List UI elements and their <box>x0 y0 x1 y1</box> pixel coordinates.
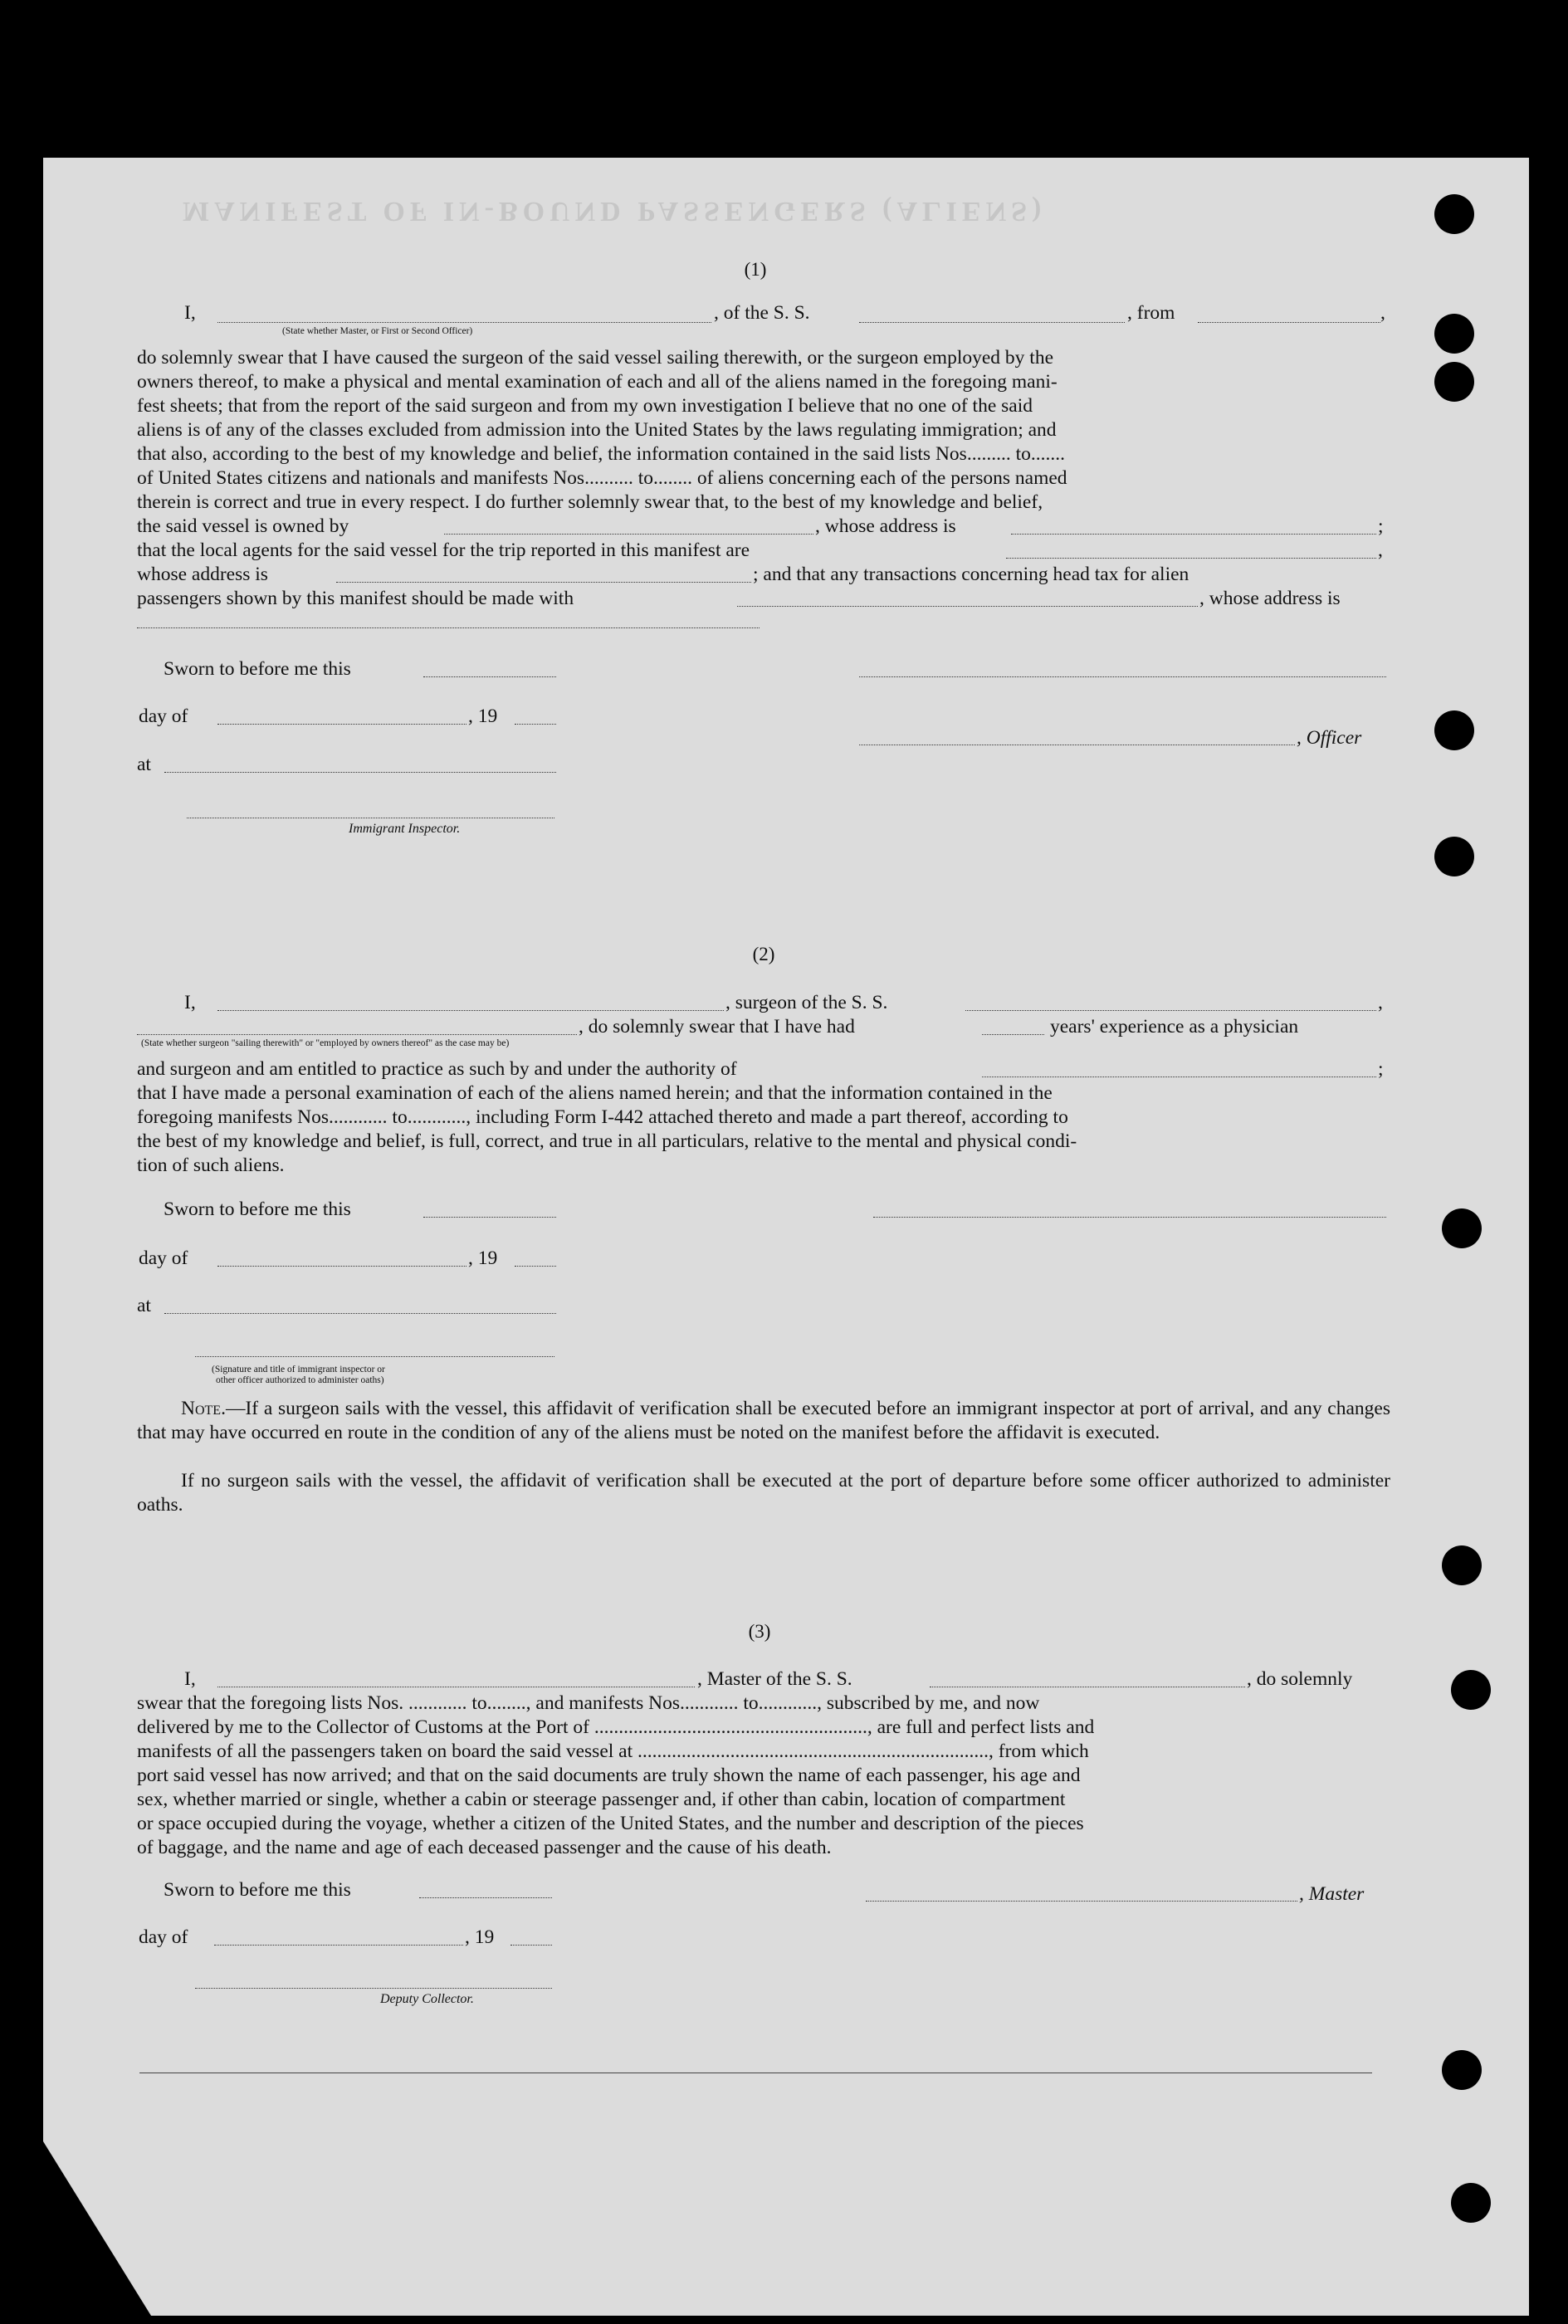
s3-year-line <box>510 1945 552 1946</box>
binder-hole <box>1451 2183 1491 2223</box>
s1-from-port-line <box>1198 322 1380 323</box>
s2-signature-note-2: other officer authorized to administer oaths) <box>216 1375 384 1385</box>
s2-signature-note-1: (Signature and title of immigrant inspector or <box>212 1365 385 1374</box>
s1-head-tax-address-line <box>137 627 760 628</box>
s1-oath-line-6: of United States citizens and nationals and manifests Nos.......... to........ of aliens concerning each of the persons named <box>137 467 1067 489</box>
s2-day-label: day of <box>139 1247 188 1269</box>
s2-note-text: —If a surgeon sails with the vessel, this affidavit of verification shall be executed before an immigrant inspector at port of arrival, and any changes that may have occurred en route in the condition of any of the aliens must be noted on the manifest before the affidavit is executed. <box>137 1398 1390 1443</box>
s1-agent-address-line <box>336 582 751 583</box>
s2-note-label: Note. <box>181 1398 226 1419</box>
s2-status-note: (State whether surgeon "sailing therewith" or "employed by owners thereof" as the case may be) <box>141 1038 510 1048</box>
s1-agents-comma: , <box>1378 540 1383 561</box>
binder-hole <box>1434 837 1474 876</box>
s2-surgeon-of-label: , surgeon of the S. S. <box>725 992 888 1013</box>
s3-sworn-label: Sworn to before me this <box>164 1879 351 1901</box>
binder-hole <box>1451 1670 1491 1710</box>
s2-oath-line-2: foregoing manifests Nos............ to............, including Form I-442 attached thereto and made a part thereof, according to <box>137 1106 1068 1128</box>
s1-passengers-label: passengers shown by this manifest should be made with <box>137 588 574 609</box>
s3-master-label: , Master <box>1299 1883 1365 1905</box>
s3-oath-line-1: swear that the foregoing lists Nos. ............ to........, and manifests Nos............ to............, subscribed by me, and now <box>137 1692 1040 1714</box>
s1-head-tax-text: ; and that any transactions concerning head tax for alien <box>753 564 1189 585</box>
s1-day-label: day of <box>139 706 188 727</box>
s3-sworn-date-line <box>419 1897 552 1898</box>
s2-at-line <box>164 1313 556 1314</box>
s1-owner-address-label: , whose address is <box>815 515 956 537</box>
s3-do-solemnly: , do solemnly <box>1247 1668 1353 1690</box>
section-2-number: (2) <box>752 944 775 964</box>
s1-owner-line <box>444 534 813 535</box>
s2-sworn-label: Sworn to before me this <box>164 1199 351 1220</box>
s3-collector-label: Deputy Collector. <box>380 1992 474 2006</box>
s1-whose-label: whose address is <box>137 564 268 585</box>
s1-comma: , <box>1380 302 1385 324</box>
s2-oath-line-3: the best of my knowledge and belief, is full, correct, and true in all particulars, relative to the mental and physical condi- <box>137 1130 1077 1152</box>
s3-oath-line-2: delivered by me to the Collector of Customs at the Port of ........................................................, are full and perfect lists and <box>137 1716 1095 1738</box>
s3-oath-line-5: sex, whether married or single, whether a cabin or steerage passenger and, if other than cabin, location of compartment <box>137 1789 1066 1810</box>
s1-agents-line <box>1006 558 1376 559</box>
s1-from-label: , from <box>1127 302 1175 324</box>
s2-year-label: , 19 <box>468 1247 498 1269</box>
binder-hole <box>1434 194 1474 234</box>
s3-day-line <box>214 1945 463 1946</box>
s1-owned-by-label: the said vessel is owned by <box>137 515 349 537</box>
s2-surgeon-signature-line <box>873 1217 1386 1218</box>
s1-owner-address-line <box>1011 534 1376 535</box>
s3-year-label: , 19 <box>465 1926 495 1948</box>
s2-ship-name-line <box>965 1010 1376 1011</box>
s3-oath-line-4: port said vessel has now arrived; and that on the said documents are truly shown the name of each passenger, his age and <box>137 1765 1081 1786</box>
s1-inspector-label: Immigrant Inspector. <box>349 822 461 836</box>
s3-oath-line-7: of baggage, and the name and age of each deceased passenger and the cause of his death. <box>137 1837 832 1858</box>
s1-whose-address-label: , whose address is <box>1199 588 1341 609</box>
s1-agents-label: that the local agents for the said vessel for the trip reported in this manifest are <box>137 540 750 561</box>
s1-officer-label: , Officer <box>1297 727 1362 749</box>
binder-hole <box>1442 2050 1482 2090</box>
s3-day-label: day of <box>139 1926 188 1948</box>
s2-i-label: I, <box>184 992 196 1013</box>
s2-note-paragraph-2: If no surgeon sails with the vessel, the affidavit of verification shall be executed at the port of departure before some officer authorized to administer oaths. <box>137 1470 1390 1516</box>
s2-note-paragraph <box>137 1397 1390 1445</box>
s3-master-signature-line <box>866 1901 1297 1902</box>
s1-year-label: , 19 <box>468 706 498 727</box>
s1-semicolon: ; <box>1378 515 1384 537</box>
s1-rank-note: (State whether Master, or First or Second Officer) <box>282 326 473 336</box>
binder-hole <box>1434 362 1474 402</box>
bleed-through-heading: MANIFEST OF IN-BOUND PASSENGERS (ALIENS) <box>183 196 1047 227</box>
s1-head-tax-party-line <box>737 606 1198 607</box>
s2-day-line <box>217 1266 466 1267</box>
s2-semicolon: ; <box>1378 1058 1384 1080</box>
s2-authority-label: and surgeon and am entitled to practice as such by and under the authority of <box>137 1058 737 1080</box>
s1-oath-line-5: that also, according to the best of my knowledge and belief, the information contained in the said lists Nos......... to....... <box>137 443 1065 465</box>
s1-officer-name-line <box>859 676 1386 677</box>
s1-at-label: at <box>137 754 151 775</box>
s1-sworn-label: Sworn to before me this <box>164 658 351 680</box>
s1-officer-rank-line <box>217 322 711 323</box>
s1-oath-line-2: owners thereof, to make a physical and mental examination of each and all of the aliens named in the foregoing mani- <box>137 371 1058 393</box>
s2-sworn-date-line <box>423 1217 556 1218</box>
section-3-number: (3) <box>748 1621 771 1642</box>
binder-hole <box>1442 1208 1482 1248</box>
s2-years-line <box>982 1034 1044 1035</box>
s1-oath-line-1: do solemnly swear that I have caused the surgeon of the said vessel sailing therewith, or the surgeon employed by the <box>137 347 1054 369</box>
s2-experience-text: years' experience as a physician <box>1050 1016 1299 1038</box>
s1-year-line <box>515 724 556 725</box>
s2-inspector-line <box>195 1356 554 1357</box>
binder-hole <box>1434 314 1474 354</box>
s2-surgeon-name-line <box>217 1010 724 1011</box>
binder-hole <box>1442 1545 1482 1585</box>
binder-hole <box>1434 710 1474 750</box>
s3-oath-line-3: manifests of all the passengers taken on board the said vessel at ........................................................................, from which <box>137 1741 1089 1762</box>
s1-ship-name-line <box>859 322 1125 323</box>
s3-collector-line <box>195 1988 552 1989</box>
s2-comma: , <box>1378 992 1383 1013</box>
s3-i-label: I, <box>184 1668 196 1690</box>
s3-master-of-label: , Master of the S. S. <box>697 1668 852 1690</box>
s1-oath-line-7: therein is correct and true in every respect. I do further solemnly swear that, to the best of my knowledge and belief, <box>137 491 1043 513</box>
s3-oath-line-6: or space occupied during the voyage, whether a citizen of the United States, and the number and description of the pieces <box>137 1813 1084 1834</box>
s2-year-line <box>515 1266 556 1267</box>
s2-oath-line-1: that I have made a personal examination of each of the aliens named herein; and that the information contained in the <box>137 1082 1053 1104</box>
s2-sailing-status-line <box>137 1034 577 1035</box>
s2-swear-text: , do solemnly swear that I have had <box>579 1016 855 1038</box>
s1-sworn-date-line <box>423 676 556 677</box>
section-1-number: (1) <box>744 259 767 280</box>
s2-oath-line-4: tion of such aliens. <box>137 1155 285 1176</box>
s1-of-ss-label: , of the S. S. <box>714 302 810 324</box>
s2-at-label: at <box>137 1295 151 1316</box>
s1-i-label: I, <box>184 302 196 324</box>
s1-oath-line-3: fest sheets; that from the report of the said surgeon and from my own investigation I believe that no one of the said <box>137 395 1033 417</box>
s1-oath-line-4: aliens is of any of the classes excluded from admission into the United States by the laws regulating immigration; and <box>137 419 1057 441</box>
s1-day-line <box>217 724 466 725</box>
s1-at-line <box>164 772 556 773</box>
